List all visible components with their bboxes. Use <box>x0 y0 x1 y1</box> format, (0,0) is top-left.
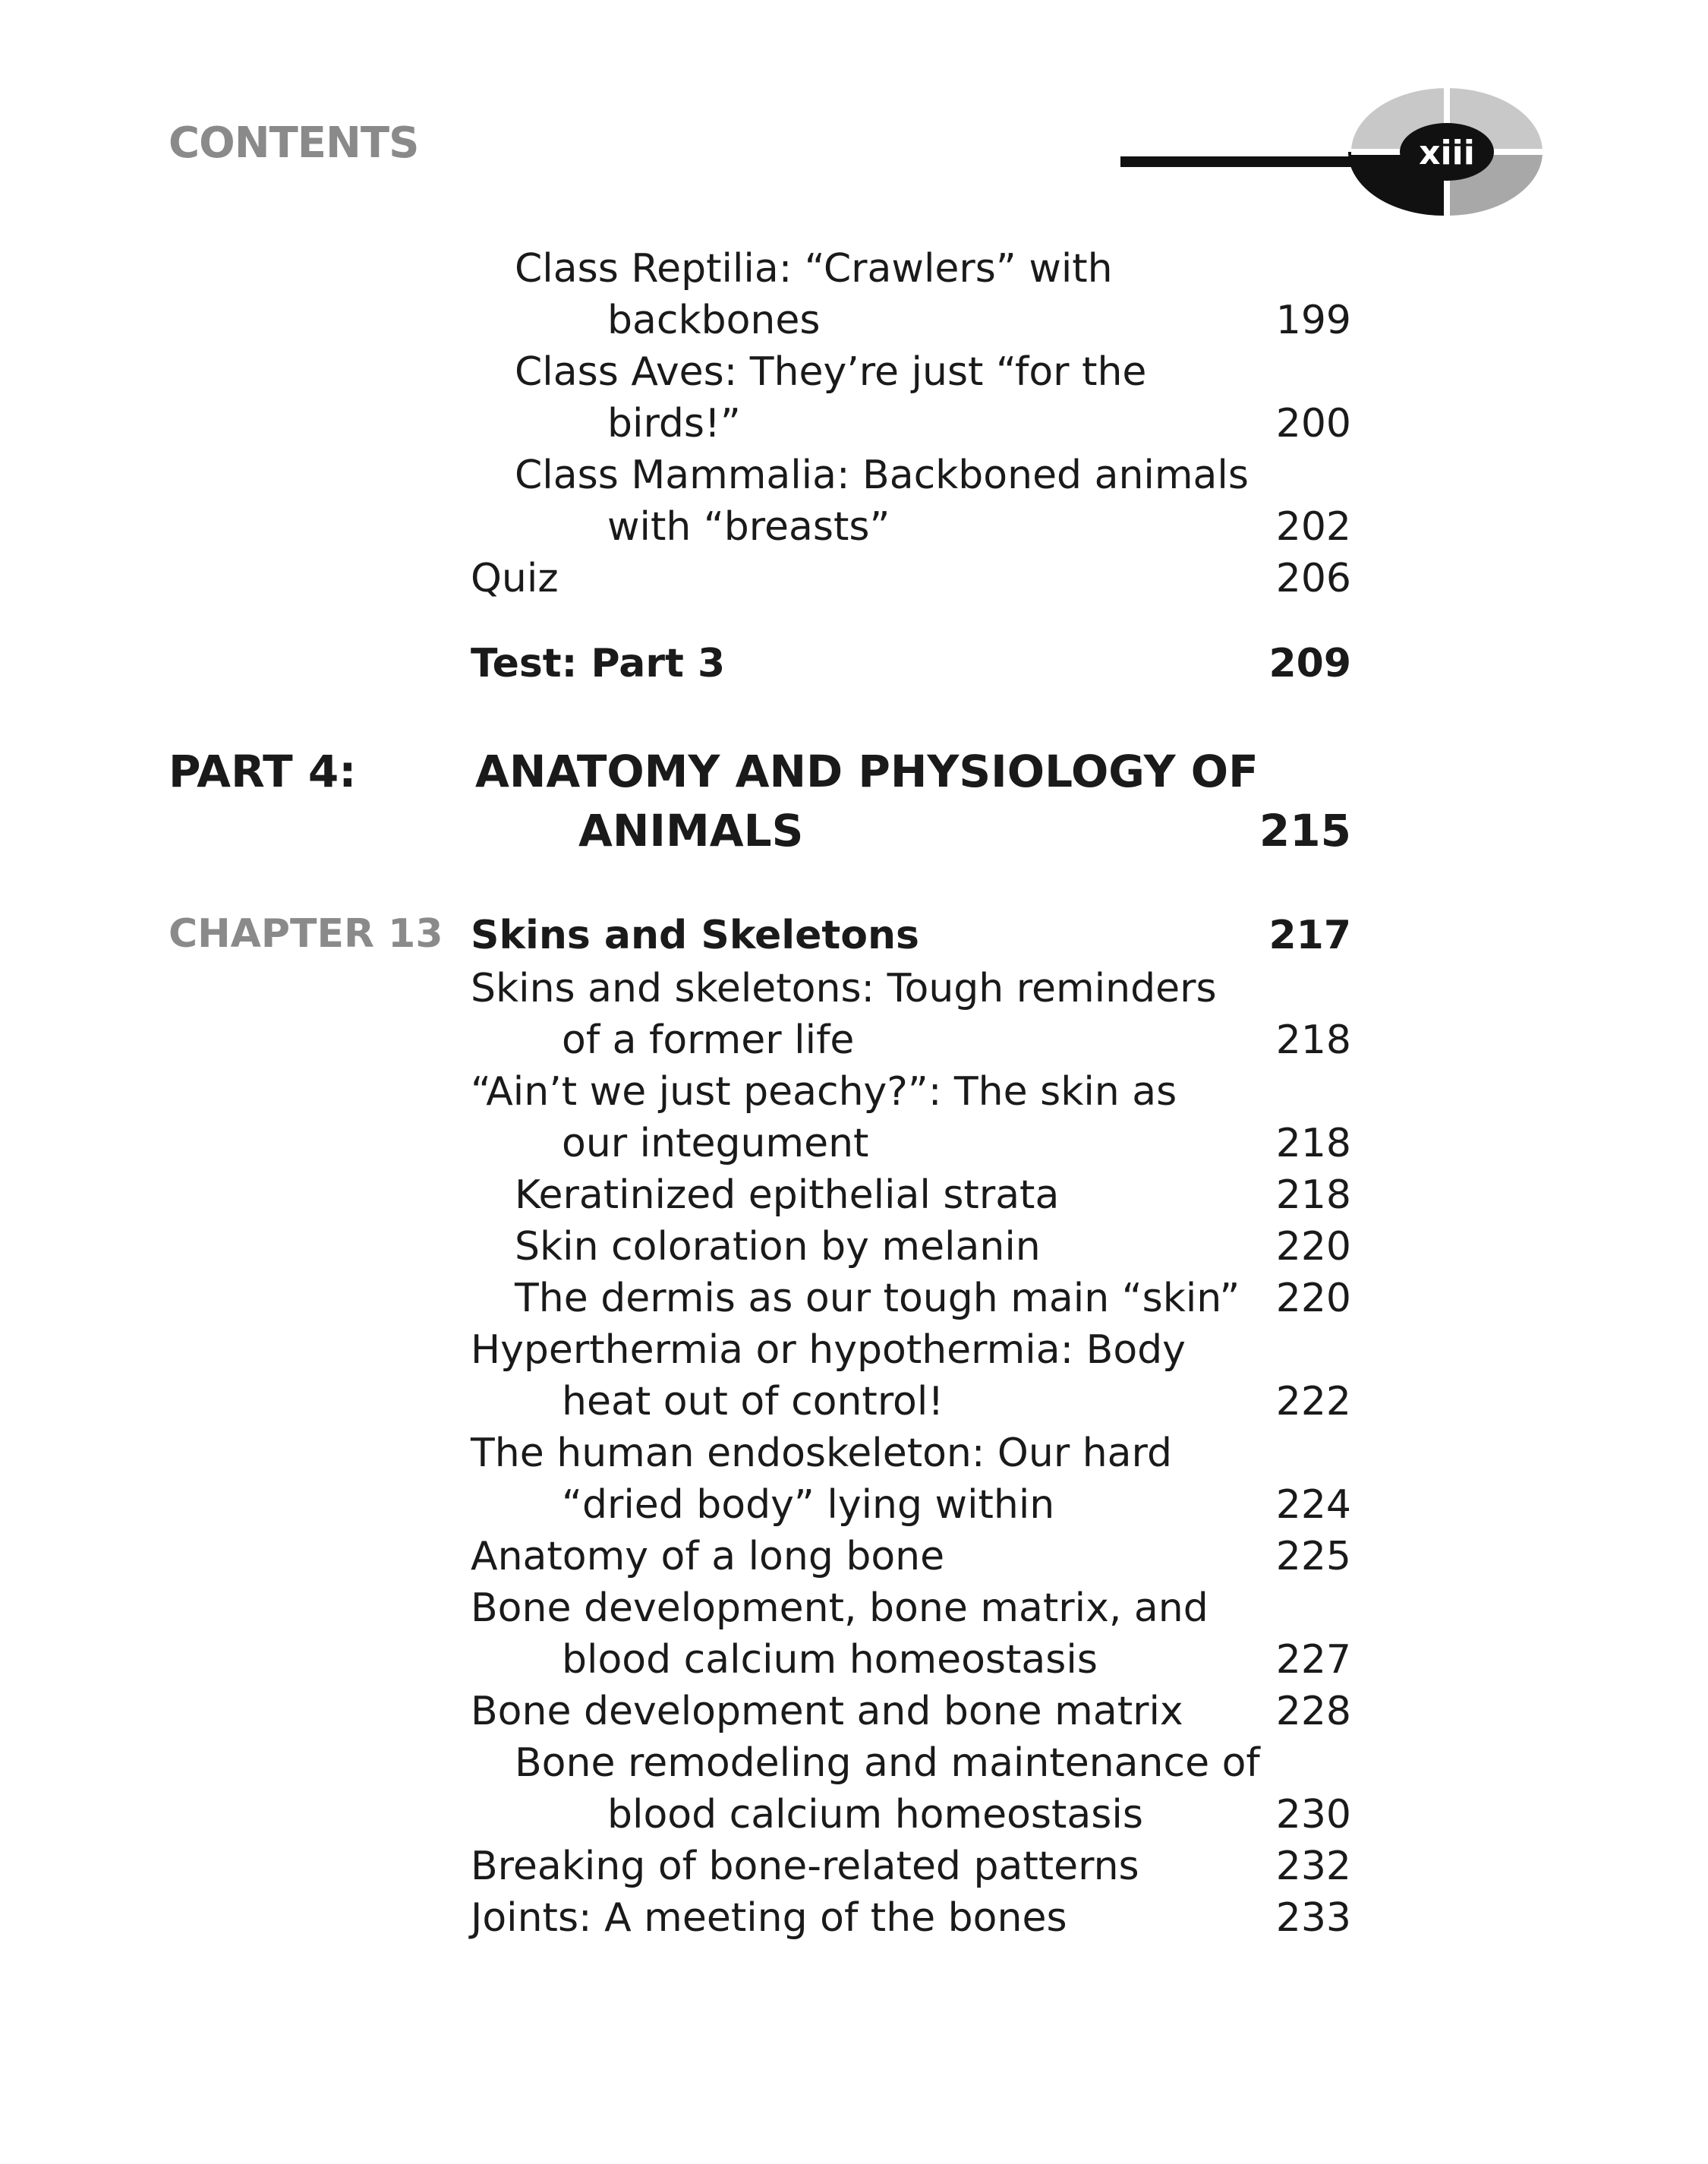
part-title-line1: ANATOMY AND PHYSIOLOGY OF <box>475 746 1259 797</box>
toc-entry-page: 202 <box>1275 504 1351 550</box>
toc-entry-text: Joints: A meeting of the bones <box>471 1895 1067 1941</box>
toc-entry-text: Quiz <box>471 556 559 601</box>
chapter-label: CHAPTER 13 <box>169 911 443 957</box>
test-entry-page: 209 <box>1268 641 1351 686</box>
toc-entry-text: The human endoskeleton: Our hard <box>471 1431 1173 1476</box>
toc-entry-text: The dermis as our tough main “skin” <box>515 1276 1240 1321</box>
toc-entry-page: 233 <box>1275 1895 1351 1941</box>
part-label: PART 4: <box>169 746 357 797</box>
toc-entry-text: Bone development, bone matrix, and <box>471 1585 1209 1631</box>
toc-entry-text: Breaking of bone-related patterns <box>471 1844 1139 1889</box>
toc-entry-page: 224 <box>1275 1482 1351 1528</box>
toc-entry-text: Keratinized epithelial strata <box>515 1172 1060 1218</box>
part-title-line2: ANIMALS <box>578 805 804 856</box>
toc-entry-page: 199 <box>1275 298 1351 343</box>
toc-entry-page: 218 <box>1275 1172 1351 1218</box>
toc-entry-page: 218 <box>1275 1121 1351 1166</box>
toc-entry-text: of a former life <box>562 1017 855 1063</box>
toc-entry-text: backbones <box>607 298 821 343</box>
page-number-badge <box>1120 85 1546 219</box>
test-entry-label: Test: Part 3 <box>471 641 726 686</box>
toc-entry-page: 225 <box>1275 1534 1351 1579</box>
toc-entry-page: 227 <box>1275 1637 1351 1683</box>
toc-entry-text: Class Mammalia: Backboned animals <box>515 453 1249 498</box>
toc-entry-page: 230 <box>1275 1792 1351 1838</box>
toc-entry-text: Hyperthermia or hypothermia: Body <box>471 1327 1186 1373</box>
toc-entry-page: 228 <box>1275 1689 1351 1734</box>
toc-entry-text: heat out of control! <box>562 1379 944 1424</box>
toc-entry-page: 218 <box>1275 1017 1351 1063</box>
toc-entry-page: 220 <box>1275 1224 1351 1270</box>
badge-rule <box>1120 156 1371 167</box>
toc-entry-text: Anatomy of a long bone <box>471 1534 945 1579</box>
chapter-page: 217 <box>1268 913 1351 958</box>
toc-entry-text: blood calcium homeostasis <box>607 1792 1143 1838</box>
toc-entry-text: Class Reptilia: “Crawlers” with <box>515 246 1113 292</box>
toc-entry-text: birds!” <box>607 401 741 446</box>
toc-entry-text: Skin coloration by melanin <box>515 1224 1041 1270</box>
toc-entry-page: 206 <box>1275 556 1351 601</box>
toc-entry-page: 200 <box>1275 401 1351 446</box>
toc-entry-text: Class Aves: They’re just “for the <box>515 349 1147 395</box>
toc-entry-text: Bone development and bone matrix <box>471 1689 1183 1734</box>
toc-entry-text: blood calcium homeostasis <box>562 1637 1098 1683</box>
page-number: xiii <box>1419 134 1475 172</box>
toc-entry-text: “Ain’t we just peachy?”: The skin as <box>471 1069 1177 1115</box>
toc-entry-page: 232 <box>1275 1844 1351 1889</box>
toc-entry-text: Skins and skeletons: Tough reminders <box>471 966 1217 1011</box>
toc-entry-page: 220 <box>1275 1276 1351 1321</box>
toc-entry-text: our integument <box>562 1121 869 1166</box>
toc-entry-text: with “breasts” <box>607 504 890 550</box>
running-head-title: CONTENTS <box>169 118 419 168</box>
toc-entry-text: Bone remodeling and maintenance of <box>515 1740 1260 1786</box>
chapter-title: Skins and Skeletons <box>471 913 919 958</box>
toc-entry-text: “dried body” lying within <box>562 1482 1055 1528</box>
part-page: 215 <box>1259 805 1351 856</box>
toc-entry-page: 222 <box>1275 1379 1351 1424</box>
